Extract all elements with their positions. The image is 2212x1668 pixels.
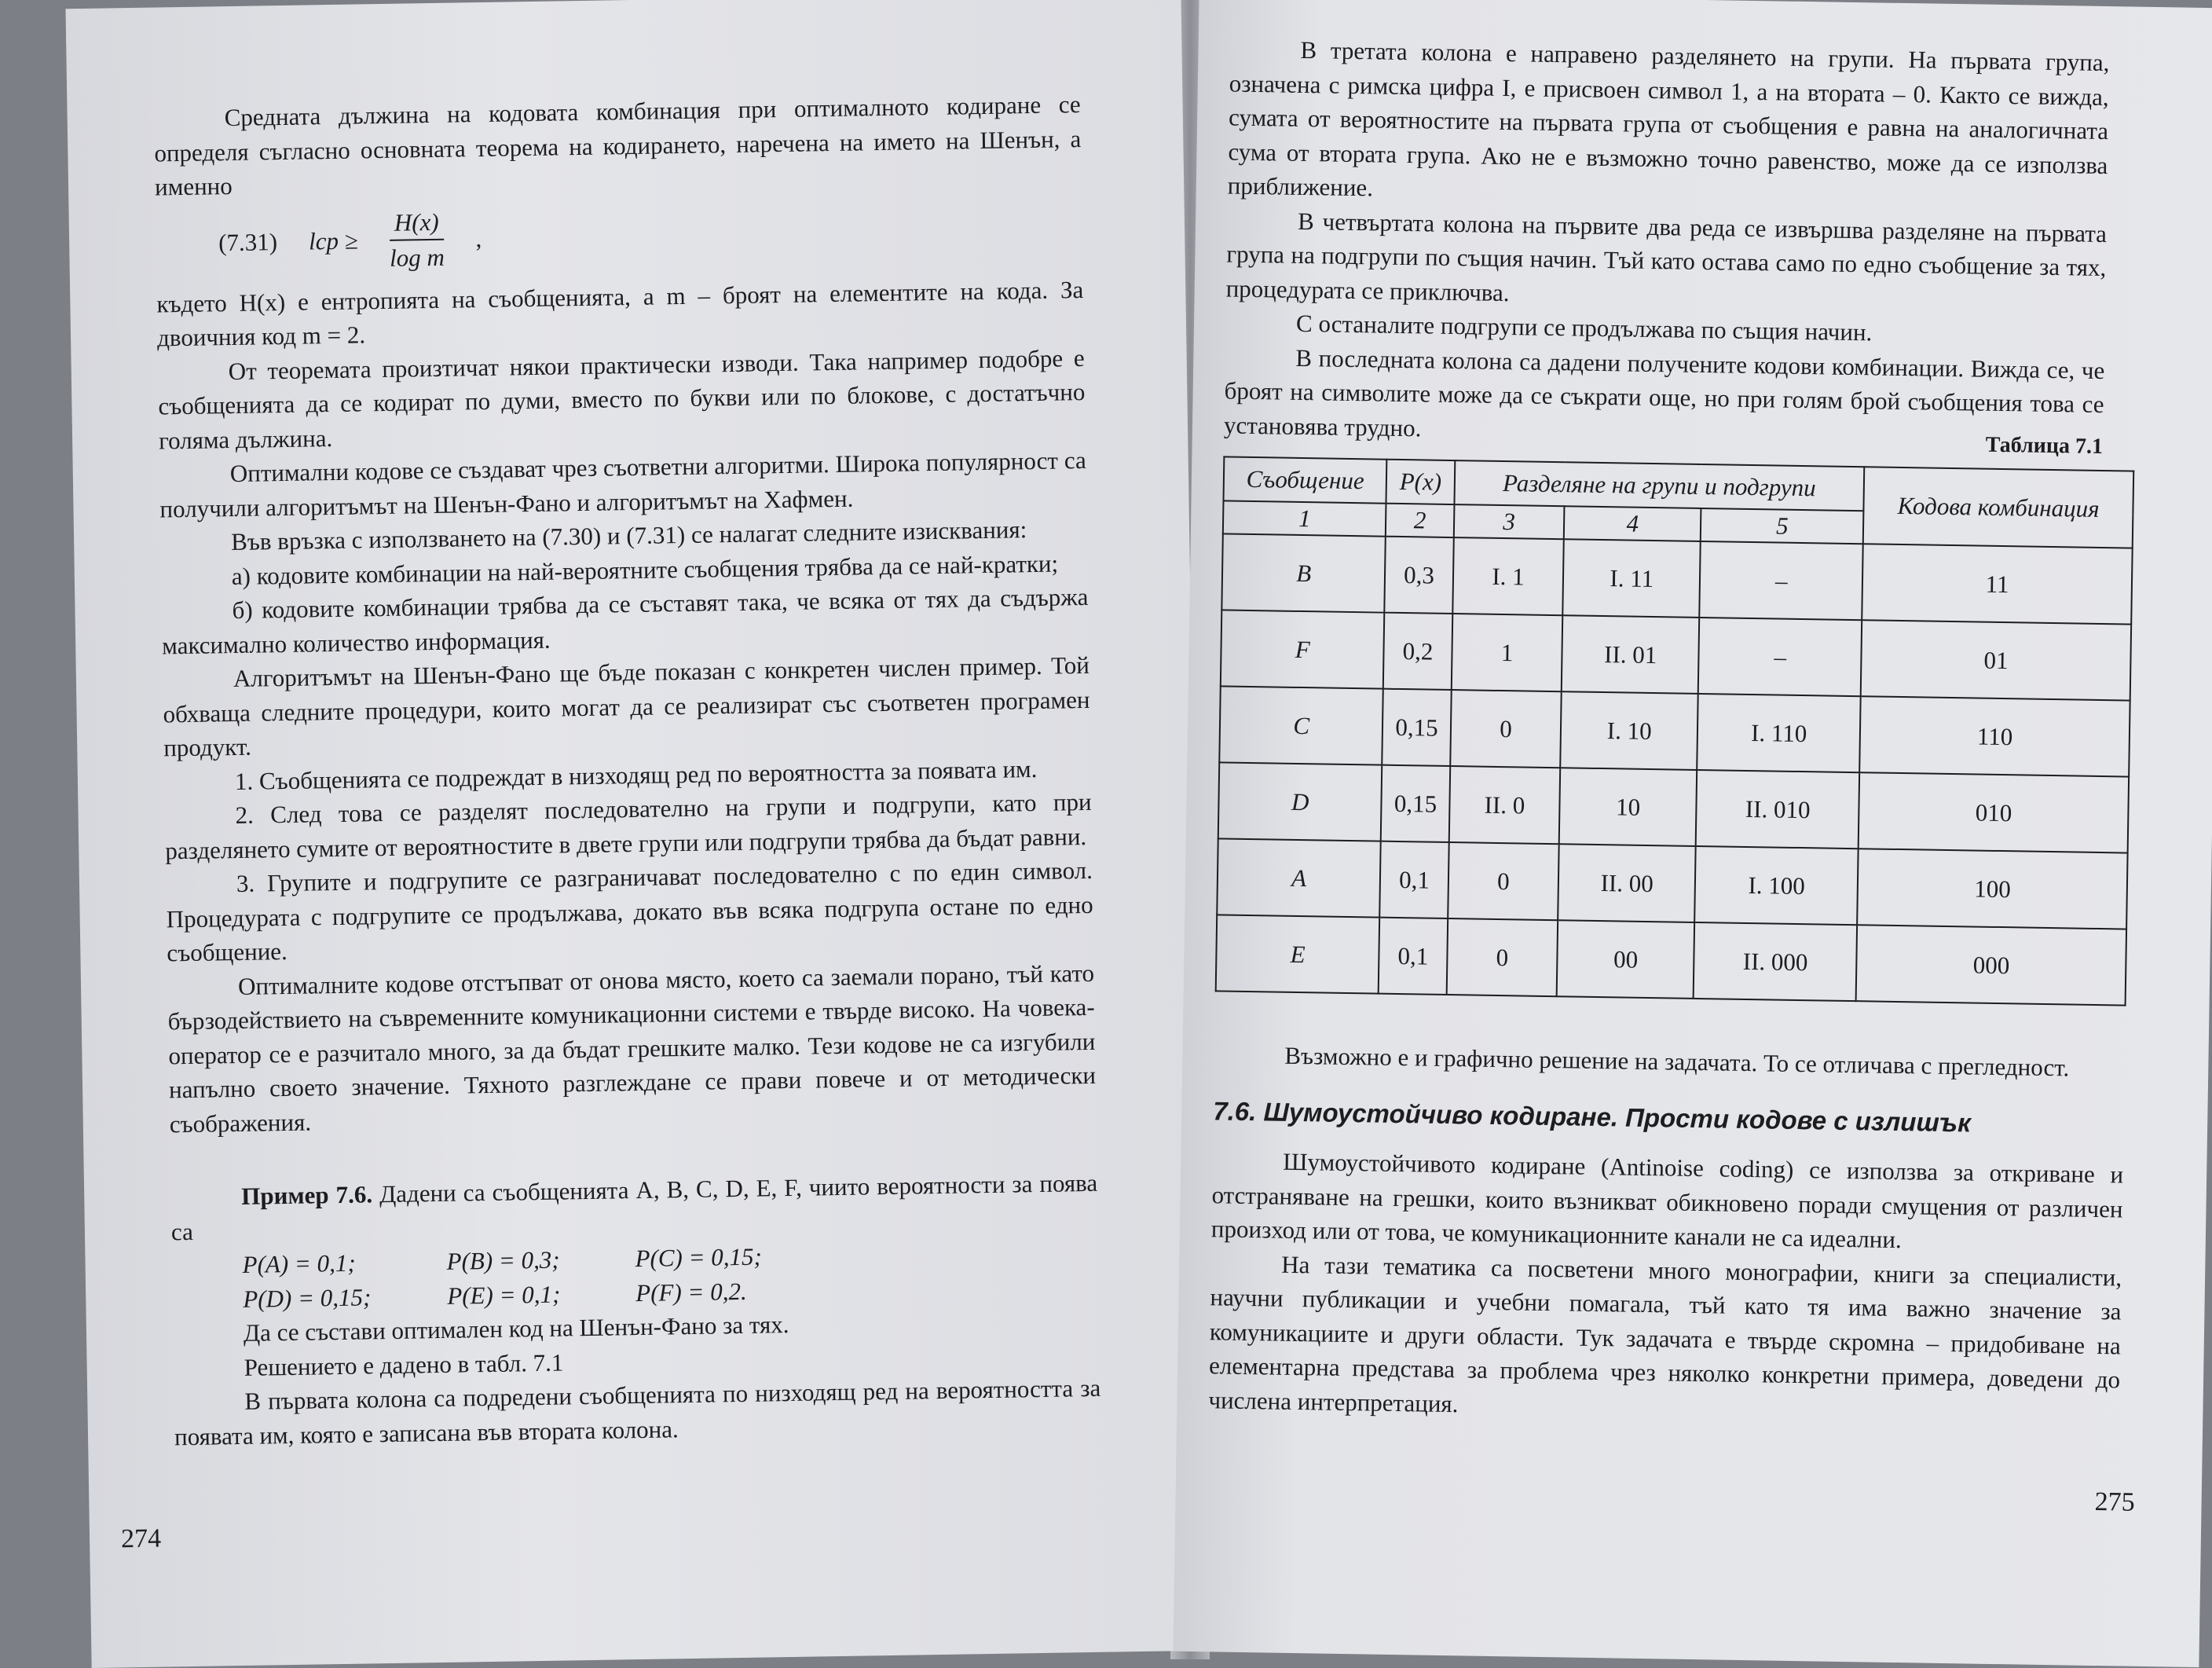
subgroup-cell: II. 010 (1696, 770, 1860, 849)
subgroup-cell (1561, 691, 1698, 770)
paragraph: В последната колона са дадени получените кодови комбинации. Вижда се, че броят на символите може да се съкрати още, но при голям брой съобщения това се установява трудно. (1223, 343, 2105, 442)
column-number: 4 (1564, 506, 1701, 541)
table-row (1218, 762, 2129, 852)
subgroup-cell: I. 11 (1563, 539, 1701, 618)
paragraph: Шумоустойчивото кодиране (Antinoise coding) се използва за откриване и отстраняване на грешки, които възникват обикновено поради смущения от различен произход или от това, че комуникационните канали не са идеални. (1210, 1147, 2124, 1254)
procedure-step: 1. Съобщенията се подреждат в низходящ ред по вероятността за появата им. (234, 754, 1038, 795)
group-label: I. (1492, 562, 1507, 590)
code-cell: 01 (1861, 620, 2131, 700)
subgroup-cell: – (1698, 618, 1862, 696)
example-solution: Решението е дадено в табл. 7.1 (244, 1348, 564, 1381)
message-cell: D (1218, 762, 1382, 841)
probability: P(D) = 0,15; (243, 1282, 372, 1313)
table-header: Съобщение (1223, 456, 1386, 503)
subgroup-label: I. (1606, 716, 1622, 744)
shannon-fano-table (1215, 456, 2135, 1006)
code-cell: 11 (1862, 544, 2133, 624)
probability-cell: 0,3 (1385, 537, 1454, 614)
example-task: Да се състави оптимален код на Шенън-Фано за тях. (243, 1311, 789, 1347)
requirement-a: а) кодовите комбинации на най-вероятните съобщения трябва да се най-кратки; (231, 549, 1059, 590)
probability: P(E) = 0,1; (447, 1280, 561, 1310)
code-cell: 100 (1857, 849, 2127, 929)
subgroup-symbol: 00 (1557, 920, 1694, 999)
probability-list (242, 1234, 1099, 1316)
paragraph: С останалите подгрупи се продължава по същия начин. (1295, 309, 1873, 346)
table-row (1221, 610, 2131, 700)
formula-tail: , (475, 225, 482, 253)
probability-cell: 0,2 (1383, 613, 1452, 690)
subgroup-cell: I. 110 (1697, 694, 1861, 772)
procedure-step: 2. След това се разделят последователно на групи и подгрупи, като при разделянето сумите от вероятностите в двете групи или подгрупи трябва да бъдат равни. (165, 787, 1092, 864)
probability-cell: 0,1 (1379, 918, 1448, 995)
probability-cell: 0,15 (1382, 689, 1452, 766)
section-title: 7.6. Шумоустойчиво кодиране. Прости кодове с излишък (1213, 1095, 1972, 1137)
subgroup-symbol: 00 (1628, 869, 1654, 897)
probability: P(C) = 0,15; (635, 1242, 763, 1273)
column-number: 2 (1386, 504, 1454, 537)
example-text: Дадени са съобщенията A, B, C, D, E, F, чиито вероятности за поява са (170, 1168, 1098, 1245)
paragraph: Възможно е и графично решение на задачата. То се отличава с прегледност. (1284, 1041, 2070, 1082)
column-number: 1 (1223, 500, 1386, 536)
probability-cell: 0,1 (1380, 841, 1449, 918)
left-page-text (153, 87, 1101, 1454)
example-title: Пример 7.6. (240, 1180, 373, 1210)
subgroup-cell: II. 000 (1694, 922, 1858, 1001)
table-row (1219, 686, 2130, 776)
probability-cell: 0,15 (1381, 765, 1450, 842)
subgroup-symbol: 10 (1627, 717, 1652, 745)
message-cell: F (1221, 610, 1385, 688)
paragraph: На тази тематика са посветени много монографии, книги за специалисти, научни публикации и учебни помагала, тъй като тя има важно значение за комуникациите и други области. Тук задачата е твърде скромна – придобиване на елементарна представа за проблема чрез няколко конкретни примера, доведени до числена интерпретация. (1208, 1250, 2122, 1417)
paragraph: В четвъртата колона на първите два реда се извършва разделяне на първата група на подгрупи по същия начин. Тъй като остава само по едно съобщение за тях, процедурата се приключва. (1225, 207, 2108, 306)
group-cell (1448, 766, 1560, 844)
subgroup-symbol: 10 (1559, 768, 1697, 846)
code-cell: 110 (1859, 696, 2130, 776)
code-cell: 000 (1856, 925, 2126, 1005)
paragraph: В първата колона са подредени съобщенията по низходящ ред на вероятността за появата им, която е записана във втората колона. (174, 1373, 1101, 1450)
table-row (1221, 533, 2132, 624)
formula-lhs: lср ≥ (308, 226, 359, 255)
paragraph: Средната дължина на кодовата комбинация при оптималното кодиране се определя съгласно основната теорема на кодирането, наречена на името на Шенън, а именно (154, 90, 1082, 201)
table-header: P(x) (1386, 460, 1455, 504)
subgroup-cell: I. 100 (1694, 846, 1859, 925)
group-label: II. (1484, 790, 1507, 819)
paragraph: където H(x) е ентропията на съобщенията, а m – броят на елементите на кода. За двоичния код m = 2. (156, 275, 1084, 352)
probability: P(A) = 0,1; (242, 1248, 356, 1278)
section-text (1208, 1037, 2125, 1431)
group-symbol: 0 (1450, 690, 1562, 768)
left-page (66, 0, 1207, 1668)
subgroup-cell (1558, 844, 1696, 922)
formula-numerator: H(x) (389, 204, 444, 241)
paragraph: Във връзка с използването на (7.30) и (7.31) се налагат следните изисквания: (230, 515, 1027, 556)
group-symbol: 0 (1448, 842, 1559, 920)
paragraph: От теоремата произтичат някои практически изводи. Така например подобре е съобщенията да се кодират по думи, вместо по букви или по блокове, с достатъчно голяма дължина. (158, 343, 1086, 454)
group-symbol: 0 (1512, 790, 1525, 819)
message-cell: B (1221, 533, 1386, 612)
page-number: 274 (120, 1523, 162, 1554)
column-number: 5 (1701, 508, 1864, 544)
table-caption: Таблица 7.1 (1985, 432, 2104, 460)
formula-denominator: log m (389, 243, 445, 272)
paragraph: В третата колона е направено разделянето на групи. На първата група, означена с римска цифра I, е присвоен символ 1, а на втората – 0. Както се вижда, сумата от вероятностите на първата група от съобщения е равна на аналогичната сума от втората група. Ако не е възможно точно равенство, може да се използва приближение. (1227, 35, 2110, 202)
right-page (1173, 0, 2212, 1667)
group-cell (1452, 537, 1564, 615)
probability: P(F) = 0,2. (635, 1277, 747, 1307)
subgroup-label: II. (1600, 868, 1624, 896)
formula-label: (7.31) (218, 228, 278, 257)
subgroup-cell: II. 01 (1562, 615, 1699, 694)
paragraph: Оптималните кодове отстъпват от онова място, което са заемали порано, тъй като бързодействието на съвременните комуникационни системи е твърде високо. На човека-оператор се е разчитало много, за да бъдат грешките малко. Тези кодове не са изгубили напълно своето значение. Тяхното разглеждане се прави повече и от методически съображения. (167, 959, 1097, 1138)
formula-fraction (389, 204, 445, 275)
procedure-step: 3. Групите и подгрупите се разграничават последователно с по един символ. Процедурата с подгрупите се продължава, докато във всяка подгрупа остане по едно съобщение. (166, 856, 1093, 967)
requirement-b: б) кодовите комбинации трябва да се съставят така, че всяка от тях да съдържа максимално количество информация. (161, 582, 1089, 659)
message-cell: E (1216, 915, 1380, 993)
table-header: Кодова комбинация (1863, 467, 2133, 548)
message-cell: C (1219, 686, 1383, 764)
code-cell: 010 (1859, 772, 2129, 852)
table-row (1217, 838, 2127, 929)
paragraph: Алгоритъмът на Шенън-Фано ще бъде показан с конкретен числен пример. Той обхваща следните процедури, които могат да се реализират със съответен програмен продукт. (163, 651, 1090, 762)
group-symbol: 1 (1511, 562, 1525, 590)
formula-7-31 (218, 194, 1083, 277)
right-page-text (1224, 31, 2110, 456)
table-row (1216, 915, 2126, 1005)
group-symbol: 1 (1451, 614, 1562, 691)
page-number: 275 (2094, 1487, 2135, 1517)
paragraph: Оптимални кодове се създават чрез съответни алгоритми. Широка популярност са получили алгоритъмът на Шенън-Фано и алгоритъмът на Хафмен. (159, 445, 1086, 522)
probability: P(B) = 0,3; (446, 1245, 560, 1275)
table-header: Разделяне на групи и подгрупи (1454, 460, 1864, 511)
message-cell: A (1217, 838, 1381, 917)
group-symbol: 0 (1446, 918, 1558, 996)
subgroup-cell: – (1699, 541, 1863, 620)
column-number: 3 (1453, 504, 1564, 539)
